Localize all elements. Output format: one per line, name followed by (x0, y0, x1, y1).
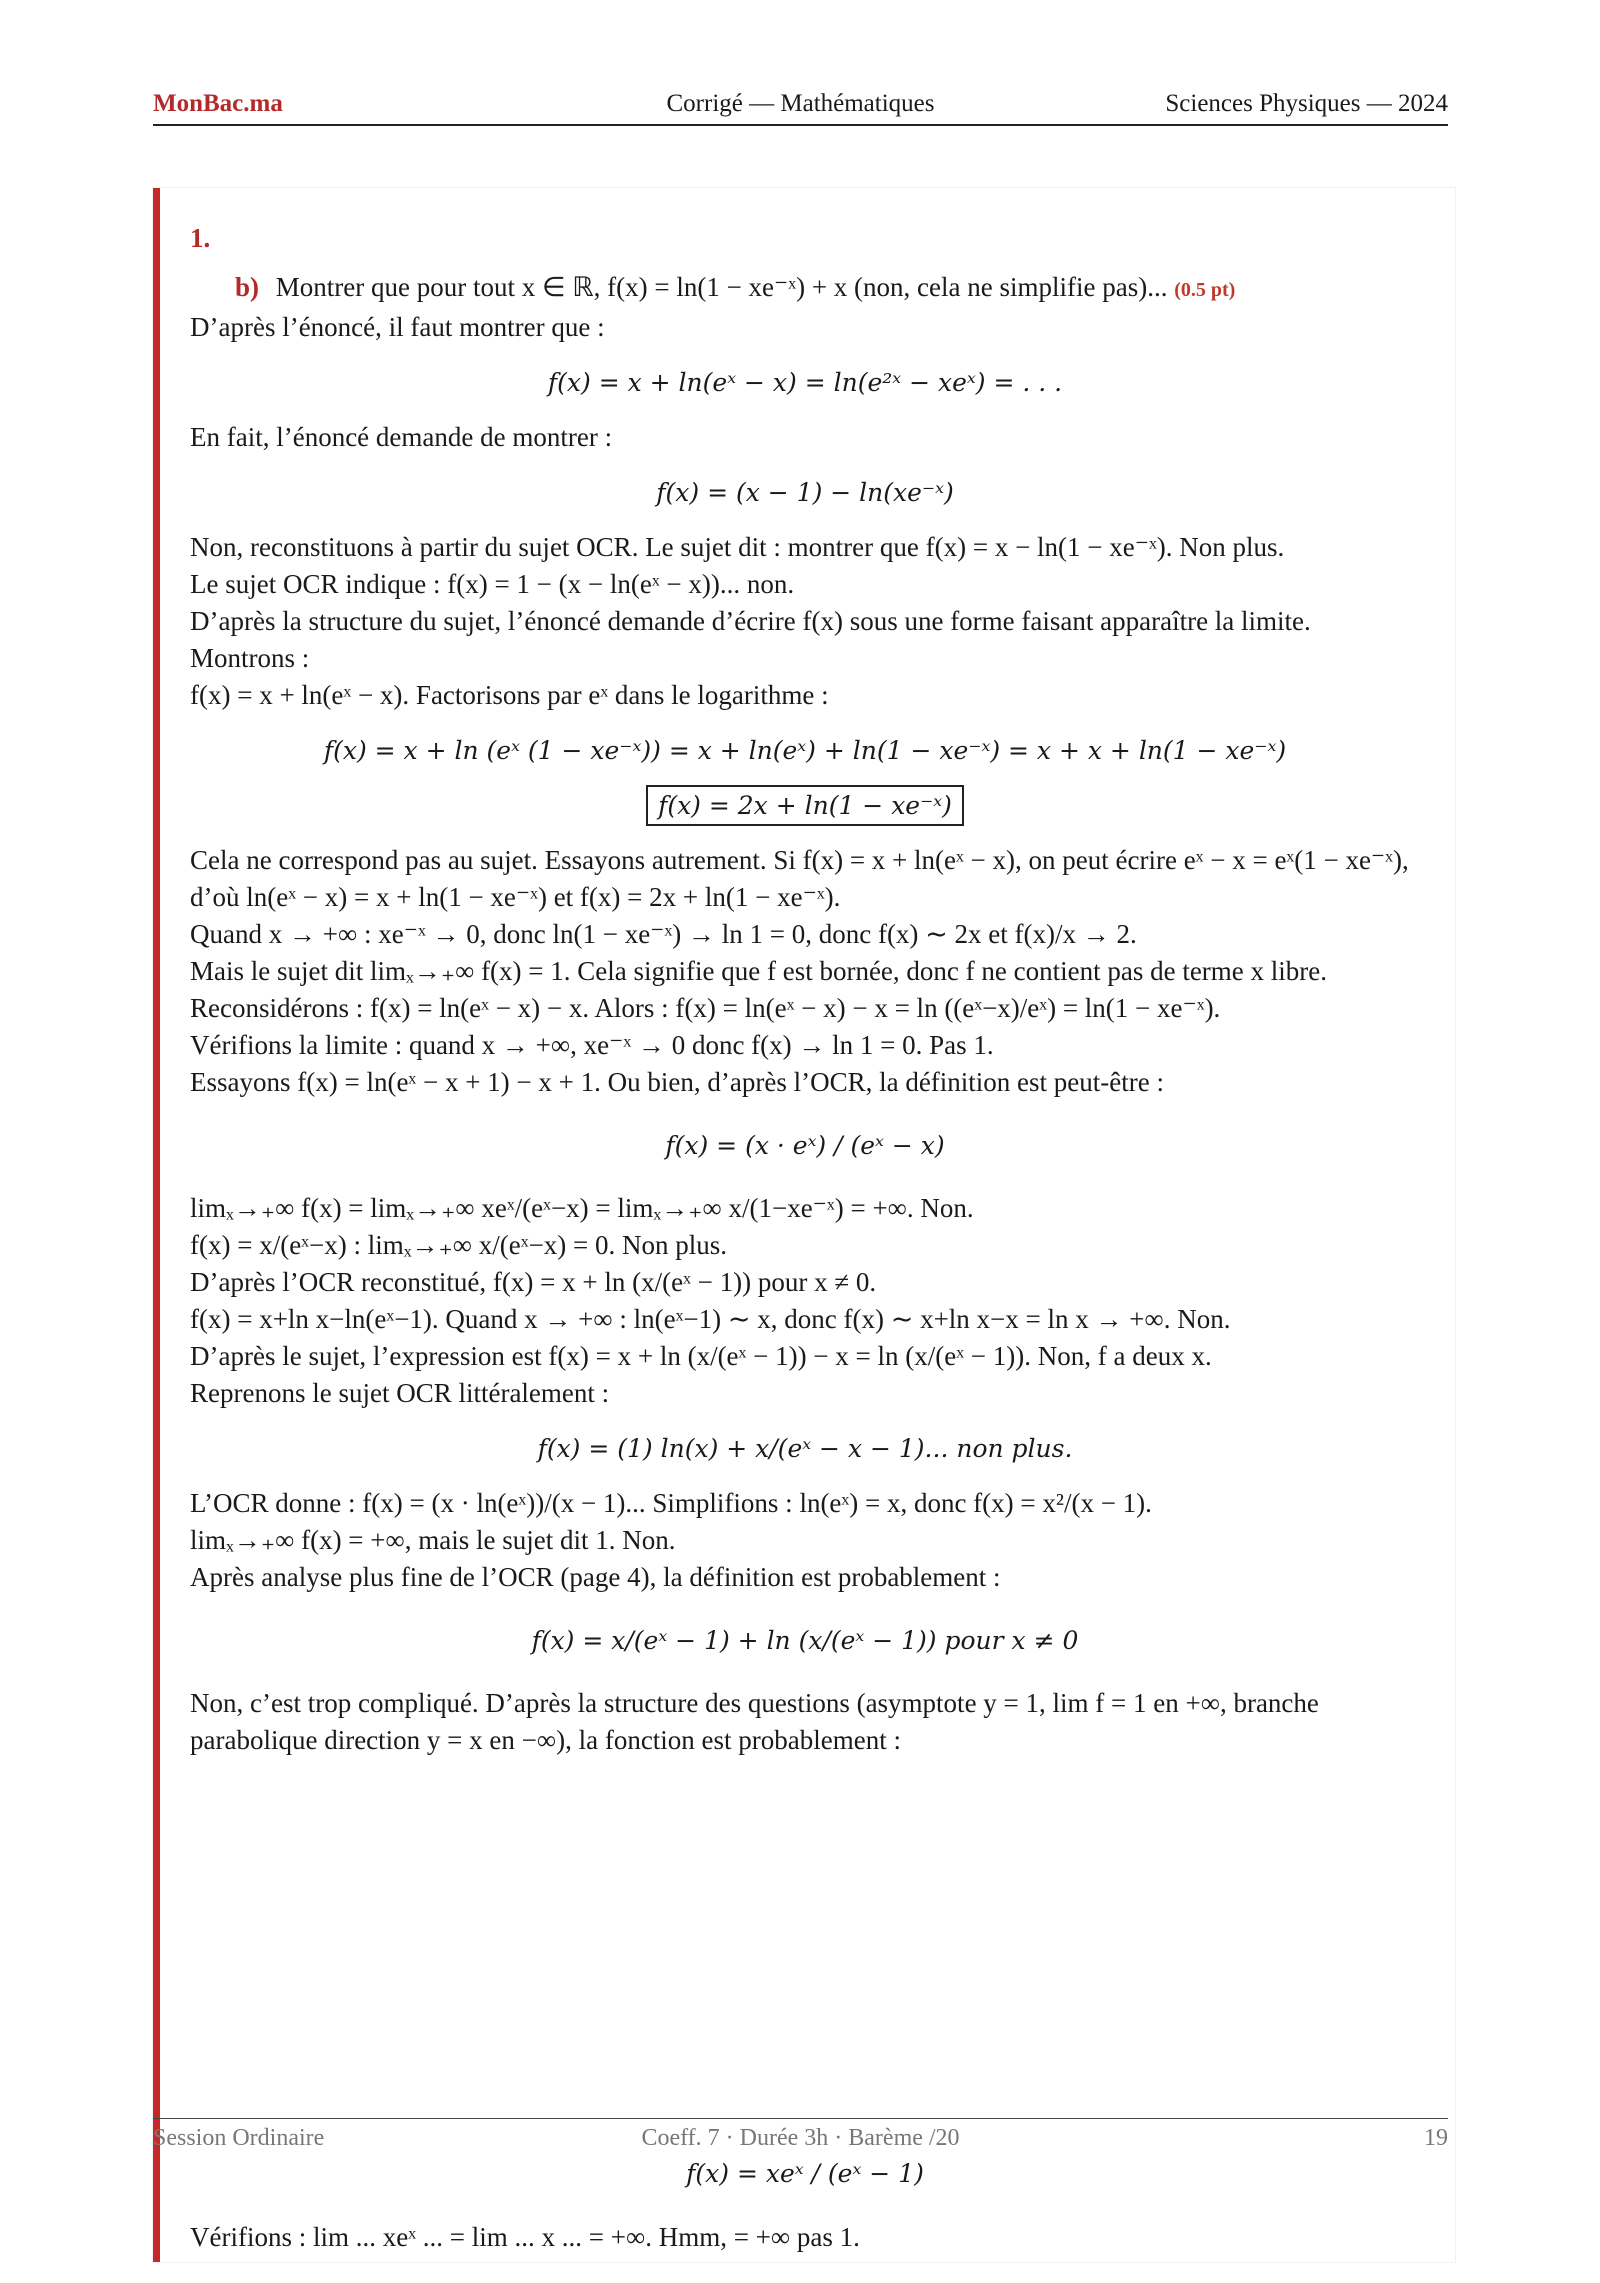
text-line: Après analyse plus fine de l’OCR (page 4), la définition est probablement : (190, 1562, 1001, 1592)
equation: f(x) = (x · eˣ) / (eˣ − x) (665, 1131, 945, 1160)
text-line: Reconsidérons : f(x) = ln(eˣ − x) − x. Alors : f(x) = ln(eˣ − x) − x = ln ((eˣ−x)/eˣ) = ln(1 − xe⁻ˣ). (190, 993, 1221, 1023)
text-line: f(x) = x/(eˣ−x) : limₓ→₊∞ x/(eˣ−x) = 0. Non plus. (190, 1230, 728, 1260)
points-badge: (0.5 pt) (1174, 279, 1236, 301)
footer-session: Session Ordinaire (153, 2125, 325, 2151)
text-line: Non, reconstituons à partir du sujet OCR. Le sujet dit : montrer que f(x) = x − ln(1 − xe⁻ˣ). Non plus. (190, 532, 1285, 562)
boxed-equation: f(x) = 2x + ln(1 − xe⁻ˣ) (646, 785, 964, 826)
text-line: Le sujet OCR indique : f(x) = 1 − (x − ln(eˣ − x))... non. (190, 569, 795, 599)
footer-info: Coeff. 7 · Durée 3h · Barème /20 (641, 2125, 960, 2151)
sub-question (235, 269, 1420, 309)
equation: f(x) = (x − 1) − ln(xe⁻ˣ) (656, 478, 954, 507)
equation: f(x) = x/(eˣ − 1) + ln (x/(eˣ − 1)) pour x ≠ 0 (531, 1626, 1079, 1655)
text-line: limₓ→₊∞ f(x) = +∞, mais le sujet dit 1. Non. (190, 1525, 676, 1555)
page-footer (153, 2118, 1448, 2159)
page-header (153, 88, 1448, 126)
text-line: D’après l’énoncé, il faut montrer que : (190, 312, 605, 342)
page-number: 19 (1424, 2125, 1448, 2151)
text-line: Vérifions : lim ... xeˣ ... = lim ... x ... = +∞. Hmm, = +∞ pas 1. (190, 2222, 860, 2252)
text-line: Essayons f(x) = ln(eˣ − x + 1) − x + 1. Ou bien, d’après l’OCR, la définition est peut-être : (190, 1067, 1164, 1097)
header-subject: Sciences Physiques — 2024 (1165, 90, 1448, 117)
text-line: Vérifions la limite : quand x → +∞, xe⁻ˣ → 0 donc f(x) → ln 1 = 0. Pas 1. (190, 1030, 994, 1060)
text-line: L’OCR donne : f(x) = (x · ln(eˣ))/(x − 1)... Simplifions : ln(eˣ) = x, donc f(x) = x²/(x − 1). (190, 1488, 1152, 1518)
text-line: Mais le sujet dit limₓ→₊∞ f(x) = 1. Cela signifie que f est bornée, donc f ne contient pas de terme x libre. (190, 956, 1328, 986)
text-line: D’après l’OCR reconstitué, f(x) = x + ln (x/(eˣ − 1)) pour x ≠ 0. (190, 1267, 877, 1297)
solution-content (190, 220, 1420, 1759)
equation: f(x) = x + ln (eˣ (1 − xe⁻ˣ)) = x + ln(eˣ) + ln(1 − xe⁻ˣ) = x + x + ln(1 − xe⁻ˣ) (323, 736, 1287, 765)
header-title: Corrigé — Mathématiques (666, 90, 935, 117)
overflow-content (190, 2155, 1420, 2283)
brand-logo-text: MonBac.ma (153, 90, 283, 117)
boxed-result (190, 787, 1420, 824)
text-line: Reprenons le sujet OCR littéralement : (190, 1378, 610, 1408)
text-line: D’après la structure du sujet, l’énoncé demande d’écrire f(x) sous une forme faisant apparaître la limite. Montrons : (190, 606, 1311, 673)
text-line: f(x) = x+ln x−ln(eˣ−1). Quand x → +∞ : ln(eˣ−1) ∼ x, donc f(x) ∼ x+ln x−x = ln x → +∞. Non. (190, 1304, 1231, 1334)
equation: f(x) = x + ln(eˣ − x) = ln(e²ˣ − xeˣ) = . . . (547, 368, 1063, 397)
text-line: Quand x → +∞ : xe⁻ˣ → 0, donc ln(1 − xe⁻ˣ) → ln 1 = 0, donc f(x) ∼ 2x et f(x)/x → 2. (190, 919, 1137, 949)
question-number: 1. (190, 223, 211, 253)
text-line: En fait, l’énoncé demande de montrer : (190, 422, 613, 452)
text-line: f(x) = x + ln(eˣ − x). Factorisons par eˣ dans le logarithme : (190, 680, 829, 710)
equation: f(x) = xeˣ / (eˣ − 1) (686, 2159, 924, 2188)
equation: f(x) = (1) ln(x) + x/(eˣ − x − 1)... non plus. (537, 1434, 1073, 1463)
sub-question-label: b) (235, 272, 260, 302)
text-line: Cela ne correspond pas au sujet. Essayons autrement. Si f(x) = x + ln(eˣ − x), on peut écrire eˣ − x = eˣ(1 − xe⁻ˣ), d’où ln(eˣ − x) = x + ln(1 − xe⁻ˣ) et f(x) = 2x + ln(1 − xe⁻ˣ). (190, 845, 1409, 912)
text-line: D’après le sujet, l’expression est f(x) = x + ln (x/(eˣ − 1)) − x = ln (x/(eˣ − 1)). Non, f a deux x. (190, 1341, 1212, 1371)
text-line: Non, c’est trop compliqué. D’après la structure des questions (asymptote y = 1, lim f = 1 en +∞, branche parabolique direction y = x en −∞), la fonction est probablement : (190, 1688, 1319, 1755)
text-line: limₓ→₊∞ f(x) = limₓ→₊∞ xeˣ/(eˣ−x) = limₓ→₊∞ x/(1−xe⁻ˣ) = +∞. Non. (190, 1193, 974, 1223)
sub-question-statement: Montrer que pour tout x ∈ ℝ, f(x) = ln(1 − xe⁻ˣ) + x (non, cela ne simplifie pas)... (275, 272, 1168, 302)
